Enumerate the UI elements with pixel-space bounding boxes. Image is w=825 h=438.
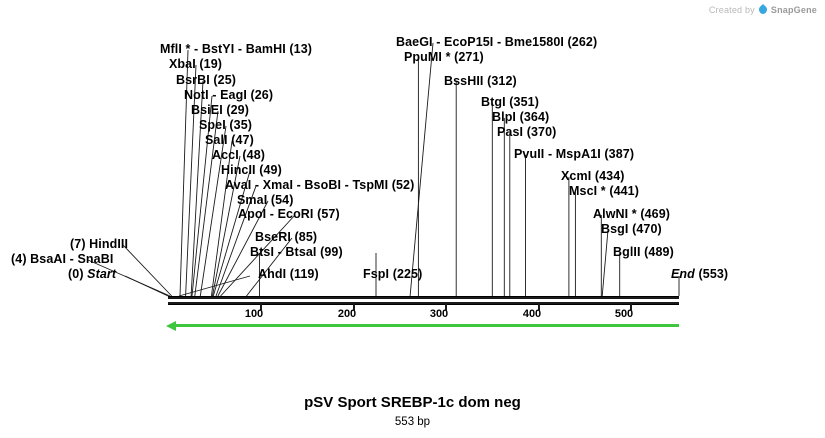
site-position: (434) (594, 169, 625, 183)
site-name: HincII (221, 163, 256, 177)
site-label-alwni[interactable] (593, 207, 670, 221)
ruler-tick-label: 500 (614, 308, 634, 320)
site-position: (469) (640, 207, 671, 221)
site-name: AlwNI * (593, 207, 637, 221)
site-name: FspI (363, 267, 390, 281)
site-label-msci[interactable] (569, 184, 639, 198)
snapgene-credit (709, 4, 817, 16)
site-name: PpuMI * (404, 50, 451, 64)
snapgene-logo-icon (758, 4, 768, 16)
site-label-bglii[interactable] (613, 245, 674, 259)
site-position: (370) (526, 125, 557, 139)
ruler (168, 303, 679, 321)
site-label-ppumi[interactable] (404, 50, 484, 64)
site-label-avai-xmai-bsobi-tspmi[interactable] (225, 178, 414, 192)
ruler-tick-label: 300 (429, 308, 449, 320)
site-label-pvuii-mspa1i[interactable] (514, 147, 634, 161)
site-name: AccI (212, 148, 239, 162)
site-label-fspi[interactable] (363, 267, 422, 281)
site-name: ApoI - EcoRI (238, 207, 314, 221)
credit-prefix: Created by (708, 5, 755, 15)
site-position: (4) (11, 252, 27, 266)
site-name: AhdI (258, 267, 287, 281)
site-label-bseri[interactable] (255, 230, 317, 244)
site-position: (387) (604, 147, 635, 161)
site-position: (57) (317, 207, 340, 221)
site-label-pasi[interactable] (497, 125, 556, 139)
site-position: (19) (199, 57, 223, 71)
site-position: (7) (70, 237, 86, 251)
site-name: BtgI (481, 95, 506, 109)
site-label-bsrbi[interactable] (176, 73, 236, 87)
site-position: (489) (644, 245, 674, 259)
site-name: BssHII (444, 74, 484, 88)
site-position: (54) (270, 193, 294, 207)
site-position: (99) (320, 245, 343, 259)
site-name: BaeGI - EcoP15I - Bme1580I (396, 35, 564, 49)
site-name: XcmI (561, 169, 592, 183)
site-name: BsrBI (176, 73, 210, 87)
site-position: (312) (487, 74, 517, 88)
site-label-bsgi[interactable] (601, 222, 662, 236)
site-label-bsaai-snabi[interactable] (11, 252, 113, 266)
site-position: (271) (454, 50, 484, 64)
site-label-baegi-ecop15i-bme1580i[interactable] (396, 35, 597, 49)
site-position: (13) (289, 42, 313, 56)
ruler-tick-label: 200 (337, 308, 357, 320)
site-label-spei[interactable] (199, 118, 252, 132)
site-label-noti-eagi[interactable] (184, 88, 273, 102)
site-name: SalI (205, 133, 228, 147)
backbone-fill (168, 299, 679, 302)
ruler-tick-label: 400 (522, 308, 542, 320)
site-label-bsiei[interactable] (191, 103, 249, 117)
site-position: (35) (229, 118, 253, 132)
site-label-xbai[interactable] (169, 57, 222, 71)
page-title: pSV Sport SREBP-1c dom neg (304, 394, 521, 411)
site-name: HindIII (89, 237, 129, 251)
site-position: (119) (289, 267, 319, 281)
site-position: (470) (632, 222, 662, 236)
site-name: Start (87, 267, 117, 281)
site-name: BsgI (601, 222, 629, 236)
site-name: MflI * - BstYI - BamHI (160, 42, 286, 56)
site-position: (26) (250, 88, 274, 102)
site-position: (48) (242, 148, 266, 162)
site-name: NotI - EagI (184, 88, 247, 102)
site-name: SpeI (199, 118, 226, 132)
site-label-smai[interactable] (237, 193, 294, 207)
site-label-sali[interactable] (205, 133, 254, 147)
site-position: (52) (391, 178, 415, 192)
site-name: BtsI - BtsaI (250, 245, 317, 259)
site-name: BsaAI - SnaBI (30, 252, 114, 266)
site-position: (351) (509, 95, 539, 109)
site-position: (25) (213, 73, 237, 87)
site-position: (47) (231, 133, 254, 147)
site-label-mfli-bstyi-bamhi[interactable] (160, 42, 312, 56)
site-label-acci[interactable] (212, 148, 265, 162)
site-label-ahdi[interactable] (258, 267, 319, 281)
site-label-btgi[interactable] (481, 95, 539, 109)
site-name: PvuII - MspA1I (514, 147, 601, 161)
site-position: (85) (294, 230, 318, 244)
site-name: SmaI (237, 193, 268, 207)
site-name: End (671, 267, 695, 281)
site-position: (364) (519, 110, 550, 124)
site-name: PasI (497, 125, 524, 139)
site-position: (0) (68, 267, 84, 281)
site-position: (553) (698, 267, 729, 281)
site-name: BsiEI (191, 103, 223, 117)
site-label-start[interactable] (68, 267, 116, 281)
site-name: AvaI - XmaI - BsoBI - TspMI (225, 178, 389, 192)
site-label-apoi-ecori[interactable] (238, 207, 340, 221)
orf-body (175, 324, 679, 327)
ruler-tick-label: 100 (244, 308, 264, 320)
site-name: BlpI (492, 110, 517, 124)
site-name: BglII (613, 245, 641, 259)
site-label-end[interactable] (671, 267, 728, 281)
site-label-blpi[interactable] (492, 110, 549, 124)
site-position: (262) (567, 35, 598, 49)
site-label-btsi-btsai[interactable] (250, 245, 343, 259)
site-name: XbaI (169, 57, 196, 71)
site-position: (29) (226, 103, 249, 117)
site-name: MscI * (569, 184, 606, 198)
site-position: (49) (259, 163, 282, 177)
site-label-hindiii[interactable] (70, 237, 128, 251)
site-label-bsshii[interactable] (444, 74, 517, 88)
orf-arrow[interactable] (166, 321, 679, 331)
site-label-xcmi[interactable] (561, 169, 625, 183)
site-position: (441) (609, 184, 639, 198)
site-label-hincii[interactable] (221, 163, 282, 177)
site-position: (225) (392, 267, 423, 281)
credit-brand: SnapGene (770, 5, 817, 15)
site-name: BseRI (255, 230, 291, 244)
plasmid-length: 553 bp (394, 416, 431, 428)
